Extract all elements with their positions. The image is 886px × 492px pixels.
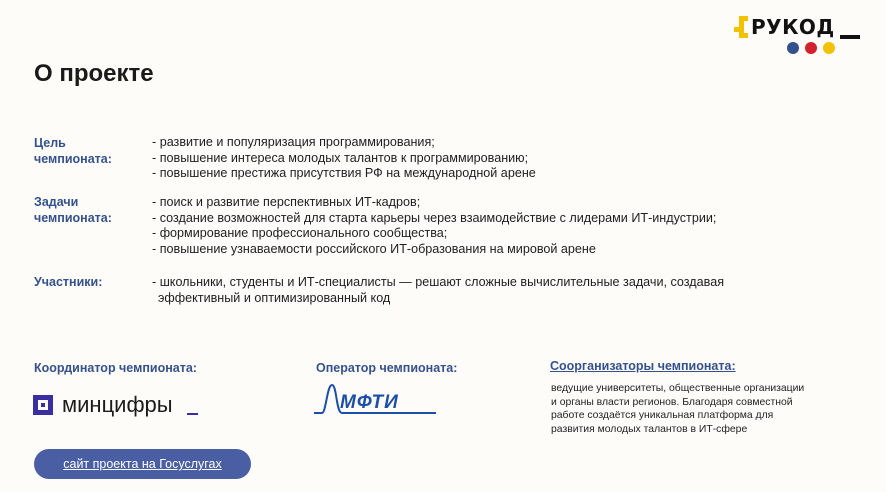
gosuslugi-site-button[interactable]: сайт проекта на Госуслугах — [34, 449, 251, 479]
list-item: - развитие и популяризация программирования; — [152, 135, 435, 149]
coorganizers-line: ведущие университеты, общественные организации — [551, 383, 805, 394]
operator-heading: Оператор чемпионата: — [316, 361, 458, 375]
coorganizers-heading: Соорганизаторы чемпионата: — [550, 359, 736, 373]
list-item: - повышение интереса молодых талантов к программированию; — [152, 150, 529, 165]
goal-list — [152, 135, 536, 182]
logo-dot-blue — [787, 42, 799, 54]
logo-dot-red — [805, 42, 817, 54]
list-item: эффективный и оптимизированный код — [158, 290, 391, 305]
coorganizers-line: работе создаётся уникальная платформа для — [551, 410, 774, 421]
mipt-logo-text: МФТИ — [340, 392, 399, 413]
list-item: - создание возможностей для старта карьеры через взаимодействие с лидерами ИТ-индустрии; — [152, 210, 717, 225]
coordinator-heading: Координатор чемпионата: — [34, 361, 197, 375]
tasks-list — [152, 195, 716, 257]
rukod-logo — [731, 14, 866, 56]
logo-underscore — [840, 35, 860, 39]
rukod-logo-text: РУКОД — [751, 15, 835, 39]
coorganizers-line: и органы власти регионов. Благодаря совместной — [551, 396, 793, 408]
goal-label — [34, 135, 112, 167]
rukod-bracket-icon — [731, 14, 751, 40]
mipt-logo — [312, 381, 442, 421]
mincifry-square-icon — [33, 395, 53, 415]
goal-label-line2: чемпионата: — [34, 152, 112, 166]
logo-dot-yellow — [823, 42, 835, 54]
goal-label-line1: Цель — [34, 136, 66, 150]
mincifry-underscore — [187, 413, 198, 415]
list-item: - повышение узнаваемости российского ИТ-образования на мировой арене — [152, 241, 596, 256]
list-item: - поиск и развитие перспективных ИТ-кадров; — [152, 195, 421, 209]
list-item: - школьники, студенты и ИТ-специалисты — решают сложные вычислительные задачи, создавая — [152, 275, 725, 289]
tasks-label-line1: Задачи — [34, 195, 79, 209]
page-title: О проекте — [34, 60, 154, 87]
coorganizers-text — [551, 382, 871, 436]
participants-list — [152, 275, 724, 306]
mincifry-logo-text: минцифры — [62, 392, 173, 417]
tasks-label-line2: чемпионата: — [34, 211, 112, 225]
list-item: - повышение престижа присутствия РФ на международной арене — [152, 166, 536, 180]
coorganizers-line: развития молодых талантов в ИТ-сфере — [551, 423, 748, 435]
list-item: - формирование профессионального сообщества; — [152, 226, 448, 240]
participants-label: Участники: — [34, 275, 103, 289]
tasks-label — [34, 194, 112, 226]
